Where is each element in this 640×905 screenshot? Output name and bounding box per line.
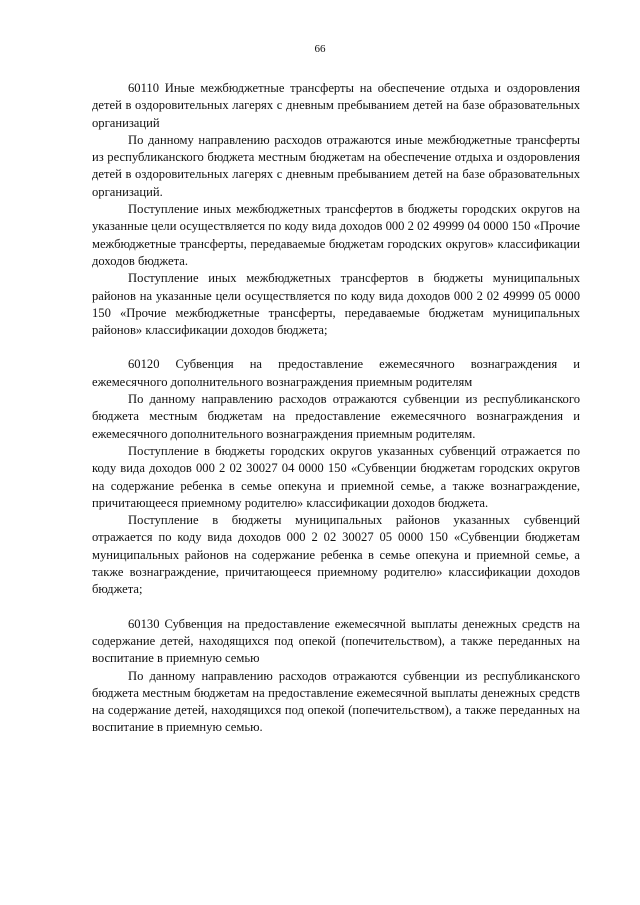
paragraph: Поступление в бюджеты муниципальных районов указанных субвенций отражается по коду вида доходов 000 2 02 30027 05 0000 150 «Субвенции бюджетам муниципальных районов на содержание ребенка в семье опекуна и приемной семье, а также вознаграждение, причитающееся приемному родителю» классификации доходов бюджета; (92, 513, 580, 597)
section-heading: 60130 Субвенция на предоставление ежемесячной выплаты денежных средств на содержание детей, находящихся под опекой (попечительством), а также переданных на воспитание в приемную семью (92, 616, 580, 666)
paragraph: По данному направлению расходов отражаются субвенции из республиканского бюджета местным бюджетам на предоставление ежемесячного вознаграждения и ежемесячного дополнительного вознаграждения приемным родителям. (92, 392, 580, 441)
paragraph: По данному направлению расходов отражаются иные межбюджетные трансферты из республиканского бюджета местным бюджетам на обеспечение отдыха и оздоровления детей в оздоровительных лагерях с дневным пребыванием детей на базе образовательных организаций. (92, 132, 580, 199)
page-number: 66 (314, 43, 326, 55)
paragraph: Поступление в бюджеты городских округов указанных субвенций отражается по коду вида доходов 000 2 02 30027 04 0000 150 «Субвенции бюджетам городских округов на содержание ребенка в семье опекуна и приемной семье, а также вознаграждение, причитающееся приемному родителю» классификации доходов бюджета. (92, 443, 580, 510)
section-60110 (92, 80, 580, 339)
paragraph: По данному направлению расходов отражаются субвенции из республиканского бюджета местным бюджетам на предоставление ежемесячной выплаты денежных средств на содержание детей, находящихся под опекой (попечительством), а также переданных на воспитание в приемную семью. (92, 668, 580, 735)
paragraph: Поступление иных межбюджетных трансфертов в бюджеты муниципальных районов на указанные цели осуществляется по коду вида доходов 000 2 02 49999 05 0000 150 «Прочие межбюджетные трансферты, передаваемые бюджетам муниципальных районов» классификации доходов бюджета; (92, 271, 580, 338)
section-spacer (92, 599, 580, 616)
section-heading: 60110 Иные межбюджетные трансферты на обеспечение отдыха и оздоровления детей в оздоровительных лагерях с дневным пребыванием детей на базе образовательных организаций (92, 81, 580, 130)
section-spacer (92, 339, 580, 356)
document-body (92, 80, 580, 737)
section-heading: 60120 Субвенция на предоставление ежемесячного вознаграждения и ежемесячного дополнительного вознаграждения приемным родителям (92, 357, 580, 389)
section-60120 (92, 356, 580, 598)
section-60130 (92, 616, 580, 737)
paragraph: Поступление иных межбюджетных трансфертов в бюджеты городских округов на указанные цели осуществляется по коду вида доходов 000 2 02 49999 04 0000 150 «Прочие межбюджетные трансферты, передаваемые бюджетам городских округов» классификации доходов бюджета. (92, 202, 580, 268)
